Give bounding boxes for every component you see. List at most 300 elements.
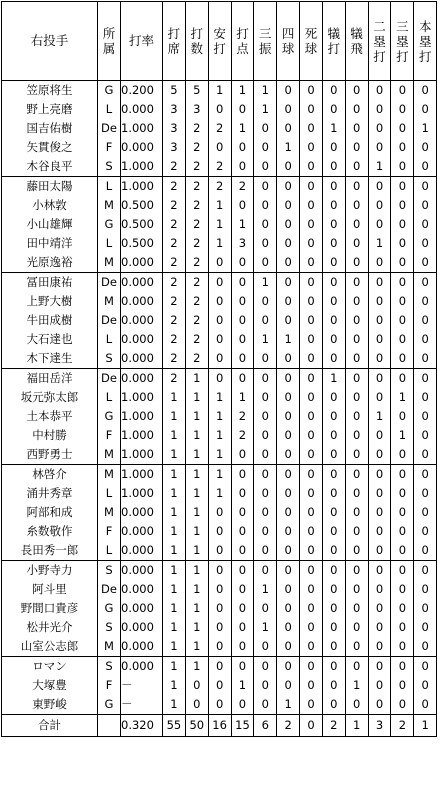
player-avg: 0.500 <box>121 196 163 215</box>
stat-cell: 0 <box>277 599 300 618</box>
stat-cell: 1 <box>163 695 186 715</box>
stat-cell: 0 <box>322 292 345 311</box>
table-row <box>2 676 437 695</box>
player-group <box>2 657 437 715</box>
header-char: 打 <box>190 26 204 41</box>
player-team: M <box>98 465 121 485</box>
stat-cell: 0 <box>322 234 345 253</box>
player-team: G <box>98 215 121 234</box>
stat-cell: 0 <box>345 273 368 293</box>
stat-cell: 0 <box>300 599 323 618</box>
stat-cell: 0 <box>300 522 323 541</box>
stat-cell: 1 <box>231 676 254 695</box>
stat-cell: 0 <box>414 100 437 119</box>
stat-cell: 0 <box>368 292 391 311</box>
stat-cell: 0 <box>254 253 277 273</box>
header-char: 打 <box>236 26 249 41</box>
stat-cell: 0 <box>345 426 368 445</box>
stat-cell: 0 <box>345 445 368 465</box>
player-team: De <box>98 369 121 389</box>
player-group <box>2 465 437 561</box>
stat-cell: 0 <box>368 388 391 407</box>
stat-cell: 1 <box>185 407 208 426</box>
player-group <box>2 561 437 657</box>
player-name: 冨田康祐 <box>2 273 98 293</box>
total-team <box>98 715 121 737</box>
stat-cell: 0 <box>231 637 254 657</box>
player-team: M <box>98 637 121 657</box>
stat-cell: 0 <box>185 695 208 715</box>
stat-cell: 0 <box>414 618 437 637</box>
table-row <box>2 157 437 177</box>
stat-cell: 1 <box>185 657 208 677</box>
stat-cell: 0 <box>414 81 437 101</box>
stat-cell: 0 <box>300 81 323 101</box>
stat-cell: 2 <box>231 426 254 445</box>
stat-cell: 0 <box>368 330 391 349</box>
stat-cell: 0 <box>277 407 300 426</box>
table-row <box>2 465 437 485</box>
stat-cell: 0 <box>322 157 345 177</box>
stat-cell: 0 <box>322 196 345 215</box>
stat-cell: 0 <box>322 349 345 369</box>
stat-cell: 0 <box>277 561 300 581</box>
stat-cell: 1 <box>368 157 391 177</box>
stat-cell: 1 <box>254 81 277 101</box>
player-name: 上野大樹 <box>2 292 98 311</box>
stat-cell: 0 <box>391 234 414 253</box>
header-char: 犠 <box>350 26 363 41</box>
stat-cell: 0 <box>368 100 391 119</box>
stat-cell: 0 <box>300 292 323 311</box>
stat-cell: 2 <box>163 196 186 215</box>
total-stat: 50 <box>185 715 208 737</box>
stat-cell: 0 <box>414 177 437 197</box>
stat-cell: 2 <box>185 138 208 157</box>
stat-cell: 1 <box>163 657 186 677</box>
stat-cell: 0 <box>391 599 414 618</box>
stat-cell: 0 <box>254 292 277 311</box>
stat-cell: 0 <box>208 561 231 581</box>
player-avg: 1.000 <box>121 119 163 138</box>
stat-cell: 0 <box>414 369 437 389</box>
stat-cell: 0 <box>391 215 414 234</box>
stat-cell: 0 <box>300 311 323 330</box>
player-team: L <box>98 177 121 197</box>
header-char: 球 <box>281 41 295 56</box>
stat-cell: 2 <box>231 407 254 426</box>
player-team: L <box>98 541 121 561</box>
stat-cell: 1 <box>185 637 208 657</box>
stat-cell: 2 <box>208 119 231 138</box>
stat-cell: 0 <box>300 330 323 349</box>
stat-cell: 0 <box>368 119 391 138</box>
stat-cell: 0 <box>254 215 277 234</box>
table-row <box>2 695 437 715</box>
stat-cell: 0 <box>414 253 437 273</box>
table-header <box>2 2 437 81</box>
header-char: 打 <box>373 48 386 64</box>
header-char: 本 <box>418 18 432 34</box>
stat-cell: 0 <box>300 637 323 657</box>
stat-cell: 0 <box>345 349 368 369</box>
player-avg: － <box>121 695 163 715</box>
stat-cell: 1 <box>185 445 208 465</box>
header-char: 四 <box>281 26 295 41</box>
player-name: 涌井秀章 <box>2 484 98 503</box>
stat-cell: 0 <box>391 580 414 599</box>
stat-cell: 1 <box>163 484 186 503</box>
stat-cell: 0 <box>254 445 277 465</box>
total-stat: 1 <box>414 715 437 737</box>
stat-cell: 0 <box>414 445 437 465</box>
stat-cell: 0 <box>414 138 437 157</box>
header-doubles <box>368 2 391 81</box>
stat-cell: 0 <box>345 618 368 637</box>
stat-cell: 0 <box>414 215 437 234</box>
stat-cell: 0 <box>300 253 323 273</box>
header-char: 席 <box>167 41 181 56</box>
table-row <box>2 503 437 522</box>
stat-cell: 0 <box>277 349 300 369</box>
stat-cell: 0 <box>368 465 391 485</box>
stat-cell: 0 <box>208 349 231 369</box>
stat-cell: 0 <box>368 369 391 389</box>
stat-cell: 0 <box>322 695 345 715</box>
player-avg: 0.000 <box>121 349 163 369</box>
player-team: S <box>98 157 121 177</box>
player-avg: 0.500 <box>121 215 163 234</box>
stat-cell: 2 <box>185 349 208 369</box>
stat-cell: 0 <box>368 522 391 541</box>
stat-cell: 0 <box>414 541 437 561</box>
player-team: G <box>98 599 121 618</box>
stat-cell: 0 <box>277 253 300 273</box>
stat-cell: 0 <box>322 445 345 465</box>
player-name: 福田岳洋 <box>2 369 98 389</box>
stat-cell: 0 <box>231 503 254 522</box>
stat-cell: 0 <box>208 100 231 119</box>
stat-cell: 1 <box>391 426 414 445</box>
total-stat: 0 <box>300 715 323 737</box>
stat-cell: 0 <box>345 369 368 389</box>
stat-cell: 0 <box>300 234 323 253</box>
stat-cell: 0 <box>300 561 323 581</box>
stat-cell: 0 <box>208 676 231 695</box>
stat-cell: 0 <box>300 657 323 677</box>
stat-cell: 0 <box>368 541 391 561</box>
stat-cell: 1 <box>231 388 254 407</box>
stat-cell: 0 <box>300 119 323 138</box>
player-name: 大石達也 <box>2 330 98 349</box>
player-team: M <box>98 503 121 522</box>
player-avg: 0.000 <box>121 292 163 311</box>
stat-cell: 0 <box>391 330 414 349</box>
player-team: De <box>98 311 121 330</box>
player-name: 大塚豊 <box>2 676 98 695</box>
player-team: S <box>98 561 121 581</box>
stat-cell: 3 <box>185 100 208 119</box>
stat-cell: 2 <box>163 292 186 311</box>
player-avg: 1.000 <box>121 407 163 426</box>
player-name: 小林敦 <box>2 196 98 215</box>
stat-cell: 0 <box>414 599 437 618</box>
table-row <box>2 618 437 637</box>
stat-cell: 1 <box>163 407 186 426</box>
stat-cell: 0 <box>300 157 323 177</box>
stat-cell: 0 <box>254 119 277 138</box>
player-name: 光原逸裕 <box>2 253 98 273</box>
player-team: De <box>98 119 121 138</box>
player-name: 西野勇士 <box>2 445 98 465</box>
stat-cell: 0 <box>254 196 277 215</box>
player-avg: 0.000 <box>121 599 163 618</box>
stat-cell: 1 <box>163 580 186 599</box>
stat-cell: 0 <box>277 196 300 215</box>
header-char: 打 <box>418 48 432 64</box>
stat-cell: 0 <box>208 311 231 330</box>
table-row <box>2 407 437 426</box>
player-avg: 0.000 <box>121 637 163 657</box>
player-team: M <box>98 253 121 273</box>
player-name: 国吉佑樹 <box>2 119 98 138</box>
player-avg: 0.000 <box>121 330 163 349</box>
stat-cell: 1 <box>254 273 277 293</box>
player-team: S <box>98 618 121 637</box>
stat-cell: 1 <box>322 119 345 138</box>
stat-cell: 0 <box>322 215 345 234</box>
stat-cell: 1 <box>185 618 208 637</box>
stat-cell: 0 <box>277 426 300 445</box>
stat-cell: 0 <box>277 100 300 119</box>
stat-cell: 0 <box>277 119 300 138</box>
stat-cell: 0 <box>277 484 300 503</box>
player-team: M <box>98 196 121 215</box>
stat-cell: 0 <box>414 426 437 445</box>
header-char: 振 <box>259 41 272 56</box>
stat-cell: 3 <box>163 100 186 119</box>
stat-cell: 0 <box>277 81 300 101</box>
table-row <box>2 292 437 311</box>
table-row <box>2 522 437 541</box>
stat-cell: 0 <box>414 273 437 293</box>
header-sacrifice-flies <box>345 2 368 81</box>
player-team: L <box>98 484 121 503</box>
stat-cell: 0 <box>345 157 368 177</box>
stat-cell: 0 <box>254 484 277 503</box>
stat-cell: 0 <box>414 657 437 677</box>
stat-cell: 0 <box>345 522 368 541</box>
stat-cell: 0 <box>345 292 368 311</box>
header-at-bats <box>185 2 208 81</box>
stat-cell: 0 <box>208 138 231 157</box>
header-char: 塁 <box>373 33 386 49</box>
table-row <box>2 541 437 561</box>
header-char: 球 <box>304 41 318 56</box>
table-row <box>2 273 437 293</box>
stat-cell: 0 <box>277 369 300 389</box>
stat-cell: 0 <box>345 100 368 119</box>
stat-cell: 2 <box>163 311 186 330</box>
stat-cell: 1 <box>208 465 231 485</box>
stat-cell: 0 <box>300 503 323 522</box>
stat-cell: 0 <box>300 215 323 234</box>
player-name: 林啓介 <box>2 465 98 485</box>
player-name: 坂元弥太郎 <box>2 388 98 407</box>
stat-cell: 1 <box>185 580 208 599</box>
stat-cell: 0 <box>231 599 254 618</box>
table-row <box>2 445 437 465</box>
stat-cell: 0 <box>368 561 391 581</box>
stat-cell: 1 <box>277 695 300 715</box>
stat-cell: 0 <box>254 599 277 618</box>
table-row <box>2 369 437 389</box>
stat-cell: 0 <box>322 637 345 657</box>
total-stat: 3 <box>368 715 391 737</box>
player-team: F <box>98 138 121 157</box>
stat-cell: 0 <box>414 157 437 177</box>
stat-cell: 0 <box>300 407 323 426</box>
player-avg: － <box>121 676 163 695</box>
stat-cell: 2 <box>185 330 208 349</box>
stat-cell: 0 <box>277 676 300 695</box>
stat-cell: 0 <box>368 349 391 369</box>
stat-cell: 0 <box>322 541 345 561</box>
player-team: F <box>98 426 121 445</box>
stat-cell: 0 <box>322 177 345 197</box>
header-strikeouts <box>254 2 277 81</box>
stat-cell: 5 <box>163 81 186 101</box>
header-char: 犠 <box>327 26 341 41</box>
stat-cell: 0 <box>254 541 277 561</box>
stat-cell: 1 <box>185 484 208 503</box>
stat-cell: 0 <box>345 599 368 618</box>
stat-cell: 0 <box>414 311 437 330</box>
header-char: 死 <box>304 26 318 41</box>
stat-cell: 0 <box>231 100 254 119</box>
stat-cell: 0 <box>322 388 345 407</box>
stat-cell: 1 <box>163 522 186 541</box>
stat-cell: 0 <box>277 637 300 657</box>
stat-cell: 0 <box>391 157 414 177</box>
total-row <box>2 715 437 737</box>
stat-cell: 0 <box>322 330 345 349</box>
stat-cell: 1 <box>208 445 231 465</box>
table-row <box>2 426 437 445</box>
stat-cell: 0 <box>391 138 414 157</box>
stat-cell: 0 <box>208 618 231 637</box>
player-avg: 0.200 <box>121 81 163 101</box>
player-name: 笠原将生 <box>2 81 98 101</box>
stat-cell: 0 <box>368 618 391 637</box>
stat-cell: 0 <box>231 157 254 177</box>
stat-cell: 2 <box>163 349 186 369</box>
stat-cell: 2 <box>163 234 186 253</box>
stat-cell: 0 <box>368 311 391 330</box>
stat-cell: 0 <box>368 445 391 465</box>
total-stat: 1 <box>345 715 368 737</box>
stat-cell: 0 <box>322 138 345 157</box>
header-char: 塁 <box>396 33 409 49</box>
player-group <box>2 273 437 369</box>
header-home-runs <box>414 2 437 81</box>
stat-cell: 0 <box>277 541 300 561</box>
stat-cell: 1 <box>231 119 254 138</box>
stat-cell: 0 <box>391 273 414 293</box>
stat-cell: 0 <box>231 138 254 157</box>
stat-cell: 2 <box>208 157 231 177</box>
stat-cell: 3 <box>163 119 186 138</box>
stat-cell: 0 <box>208 580 231 599</box>
stat-cell: 0 <box>345 253 368 273</box>
stat-cell: 0 <box>368 580 391 599</box>
player-name: 牛田成樹 <box>2 311 98 330</box>
stat-cell: 0 <box>414 676 437 695</box>
stat-cell: 0 <box>208 273 231 293</box>
player-team: G <box>98 81 121 101</box>
stat-cell: 2 <box>185 157 208 177</box>
stat-cell: 1 <box>208 484 231 503</box>
stat-cell: 0 <box>300 177 323 197</box>
header-team <box>98 2 121 81</box>
stat-cell: 0 <box>300 580 323 599</box>
stat-cell: 0 <box>391 253 414 273</box>
stat-cell: 0 <box>391 177 414 197</box>
stat-cell: 1 <box>185 541 208 561</box>
stat-cell: 1 <box>185 465 208 485</box>
player-name: 小野寺力 <box>2 561 98 581</box>
player-avg: 0.000 <box>121 253 163 273</box>
stat-cell: 0 <box>322 484 345 503</box>
player-team: F <box>98 676 121 695</box>
table-row <box>2 561 437 581</box>
header-plate-appearances <box>163 2 186 81</box>
stat-cell: 0 <box>391 618 414 637</box>
table-row <box>2 637 437 657</box>
stat-cell: 0 <box>231 522 254 541</box>
stat-cell: 1 <box>254 580 277 599</box>
stat-cell: 0 <box>322 426 345 445</box>
player-avg: 0.000 <box>121 561 163 581</box>
stat-cell: 0 <box>345 657 368 677</box>
stat-cell: 0 <box>254 311 277 330</box>
stat-cell: 2 <box>185 234 208 253</box>
stat-cell: 2 <box>185 196 208 215</box>
table-row <box>2 311 437 330</box>
stat-cell: 0 <box>345 138 368 157</box>
stat-cell: 0 <box>345 119 368 138</box>
stat-cell: 0 <box>231 561 254 581</box>
stat-cell: 0 <box>322 407 345 426</box>
stat-cell: 0 <box>322 561 345 581</box>
player-avg: 0.000 <box>121 273 163 293</box>
total-stat: 55 <box>163 715 186 737</box>
stat-cell: 1 <box>163 541 186 561</box>
header-char: 塁 <box>418 33 432 49</box>
stat-cell: 0 <box>208 292 231 311</box>
stat-cell: 0 <box>254 234 277 253</box>
stat-cell: 1 <box>208 234 231 253</box>
stat-cell: 5 <box>185 81 208 101</box>
table-row <box>2 196 437 215</box>
stat-cell: 0 <box>300 465 323 485</box>
stat-cell: 0 <box>277 311 300 330</box>
stat-cell: 0 <box>391 119 414 138</box>
header-char: 点 <box>236 41 249 56</box>
stat-cell: 0 <box>391 81 414 101</box>
stat-cell: 0 <box>300 349 323 369</box>
header-char: 数 <box>190 41 204 56</box>
